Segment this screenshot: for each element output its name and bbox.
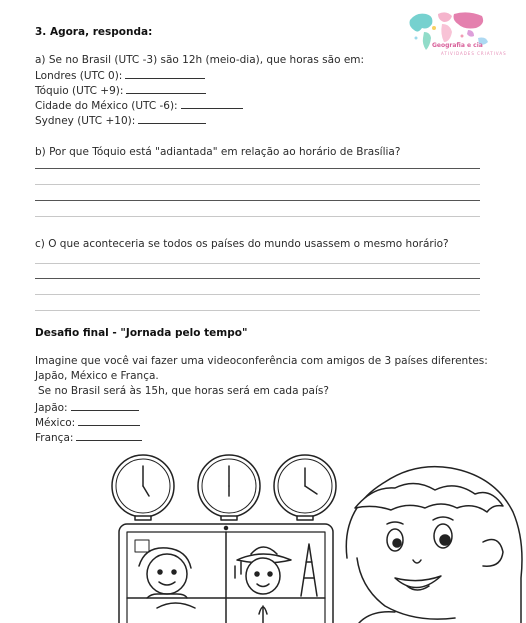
- video-call-laptop-icon: [119, 524, 333, 623]
- answer-label: Sydney (UTC +10):: [35, 115, 136, 127]
- challenge-title: Desafio final - "Jornada pelo tempo": [35, 327, 248, 339]
- answer-line-mexico: [35, 99, 243, 113]
- answer-blank[interactable]: [76, 431, 142, 441]
- answer-blank[interactable]: [78, 416, 140, 426]
- answer-label: Japão:: [35, 402, 68, 414]
- answer-label: França:: [35, 432, 74, 444]
- world-map-logo-icon: [404, 8, 519, 66]
- answer-label: México:: [35, 417, 76, 429]
- logo-text: Geografia e cia: [432, 42, 483, 49]
- writing-line[interactable]: [35, 200, 480, 201]
- answer-label: Londres (UTC 0):: [35, 70, 123, 82]
- writing-line[interactable]: [35, 184, 480, 185]
- answer-blank[interactable]: [126, 84, 206, 94]
- writing-line[interactable]: [35, 310, 480, 311]
- answer-label: Tóquio (UTC +9):: [35, 85, 124, 97]
- answer-line-mexico-final: [35, 416, 140, 430]
- writing-line[interactable]: [35, 294, 480, 295]
- question-a-prompt: a) Se no Brasil (UTC -3) são 12h (meio-dia), que horas são em:: [35, 54, 365, 66]
- answer-line-sydney: [35, 114, 206, 128]
- question-c-prompt: c) O que aconteceria se todos os países do mundo usassem o mesmo horário?: [35, 238, 449, 250]
- clock-icon: [112, 455, 174, 520]
- writing-line[interactable]: [35, 216, 480, 217]
- writing-line[interactable]: [35, 168, 480, 169]
- answer-blank[interactable]: [138, 114, 206, 124]
- question-b-prompt: b) Por que Tóquio está "adiantada" em relação ao horário de Brasília?: [35, 146, 401, 158]
- writing-line[interactable]: [35, 263, 480, 264]
- challenge-intro-line1: Imagine que você vai fazer uma videoconferência com amigos de 3 países diferentes:: [35, 355, 488, 367]
- answer-line-franca: [35, 431, 142, 445]
- challenge-intro-line2: Japão, México e França.: [35, 370, 159, 382]
- answer-blank[interactable]: [181, 99, 243, 109]
- section-title: 3. Agora, responda:: [35, 26, 153, 38]
- answer-blank[interactable]: [71, 401, 139, 411]
- challenge-question: Se no Brasil será às 15h, que horas será em cada país?: [38, 385, 329, 397]
- answer-blank[interactable]: [125, 69, 205, 79]
- clock-icon: [274, 455, 336, 520]
- logo-subtitle: ATIVIDADES CRIATIVAS: [441, 51, 507, 56]
- answer-label: Cidade do México (UTC -6):: [35, 100, 178, 112]
- answer-line-londres: [35, 69, 205, 83]
- clock-icon: [198, 455, 260, 520]
- answer-line-toquio: [35, 84, 206, 98]
- coloring-illustration: [95, 448, 526, 623]
- answer-line-japao: [35, 401, 139, 415]
- writing-line[interactable]: [35, 278, 480, 279]
- boy-character-icon: [346, 467, 522, 623]
